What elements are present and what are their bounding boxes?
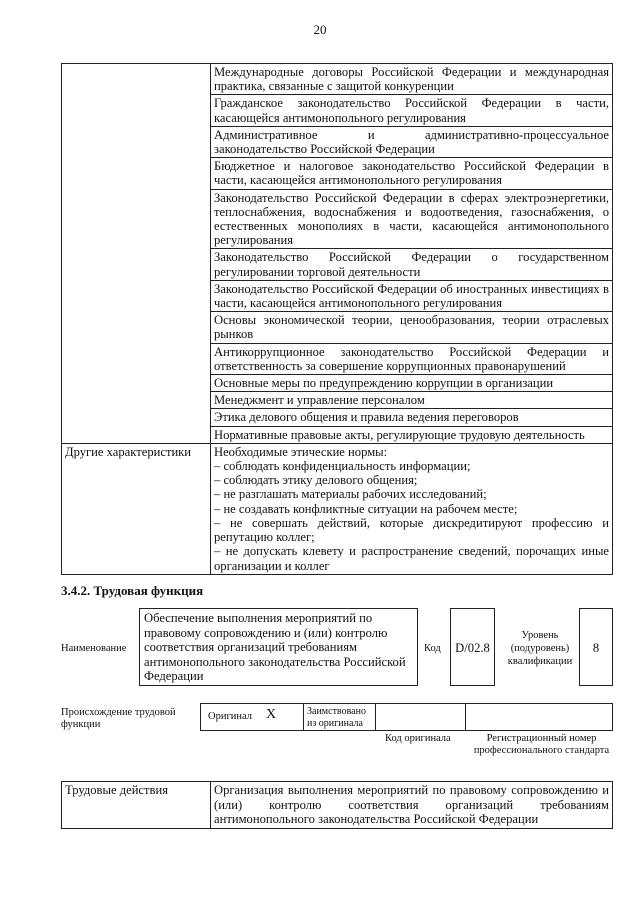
knowledge-table (61, 63, 613, 575)
knowledge-item: Административное и административно-процессуальное законодательство Российской Федерации (211, 126, 613, 157)
level-value: 8 (592, 641, 600, 655)
code-original-cell (375, 703, 466, 731)
knowledge-item: Основы экономической теории, ценообразования, теории отраслевых рынков (211, 312, 613, 343)
knowledge-row (62, 64, 613, 95)
knowledge-item: Нормативные правовые акты, регулирующие трудовую деятельность (211, 426, 613, 443)
function-name-value: Обеспечение выполнения мероприятий по правовому сопровождению и (или) контролю соответствия организаций требованиям антимонопольного законодательства Российской Федерации (144, 611, 406, 684)
labor-actions-table (61, 781, 613, 829)
code-original-label: Код оригинала (385, 733, 451, 744)
section-title: 3.4.2. Трудовая функция (61, 583, 204, 598)
ethics-line: – не создавать конфликтные ситуации на рабочем месте; (214, 501, 518, 516)
ethics-line: – не разглашать материалы рабочих исследований; (214, 487, 487, 502)
knowledge-item: Антикоррупционное законодательство Российской Федерации и ответственность за совершение коррупционных правонарушений (211, 343, 613, 374)
knowledge-label-cell (62, 64, 211, 444)
ethics-line: Необходимые этические нормы: (214, 444, 388, 459)
borrowed-label: Заимствовано из оригинала (307, 706, 366, 729)
origin-label: Происхождение трудовой функции (61, 707, 176, 730)
knowledge-item: Законодательство Российской Федерации в сферах электроэнергетики, теплоснабжения, водоснабжения и водоотведения, газоснабжения, о естественных монополиях в части, касающейся антимонопольного регулирования (211, 189, 613, 249)
other-characteristics-label: Другие характеристики (62, 443, 211, 574)
knowledge-item: Этика делового общения и правила ведения переговоров (211, 409, 613, 426)
page-number: 20 (313, 22, 327, 37)
name-label: Наименование (61, 643, 127, 654)
knowledge-item: Бюджетное и налоговое законодательство Российской Федерации в части, касающейся антимонопольного регулирования (211, 158, 613, 189)
knowledge-item: Законодательство Российской Федерации об иностранных инвестициях в части, касающейся антимонопольного регулирования (211, 280, 613, 311)
ethics-line: – не совершать действий, которые дискредитируют профессию и репутацию коллег; (214, 515, 609, 545)
reg-number-label: Регистрационный номер профессионального стандарта (473, 733, 610, 756)
level-label: Уровень (подуровень) квалификации (507, 630, 573, 667)
labor-actions-value: Организация выполнения мероприятий по правовому сопровождению и (или) контролю соответствия организаций требованиям антимонопольного законодательства Российской Федерации (211, 782, 613, 829)
other-characteristics-value (211, 443, 613, 574)
level-value-box (579, 608, 613, 686)
knowledge-item: Менеджмент и управление персоналом (211, 392, 613, 409)
labor-actions-label: Трудовые действия (62, 782, 211, 829)
knowledge-item: Международные договоры Российской Федерации и международная практика, связанные с защитой конкуренции (211, 64, 613, 95)
knowledge-item: Основные меры по предупреждению коррупции в организации (211, 375, 613, 392)
ethics-line: – не допускать клевету и распространение сведений, порочащих иные организации и коллег (214, 544, 609, 573)
code-value: D/02.8 (455, 641, 490, 655)
ethics-line: – соблюдать конфиденциальность информации; (214, 459, 471, 474)
original-mark: X (266, 707, 277, 722)
knowledge-item: Гражданское законодательство Российской Федерации в части, касающейся антимонопольного регулирования (211, 95, 613, 126)
ethics-line: – соблюдать этику делового общения; (214, 473, 418, 488)
code-label: Код (424, 643, 441, 654)
code-value-box (450, 608, 495, 686)
other-characteristics-row (62, 443, 613, 574)
original-label: Оригинал (208, 711, 252, 722)
function-name-box (139, 608, 418, 686)
knowledge-item: Законодательство Российской Федерации о государственном регулировании торговой деятельности (211, 249, 613, 280)
